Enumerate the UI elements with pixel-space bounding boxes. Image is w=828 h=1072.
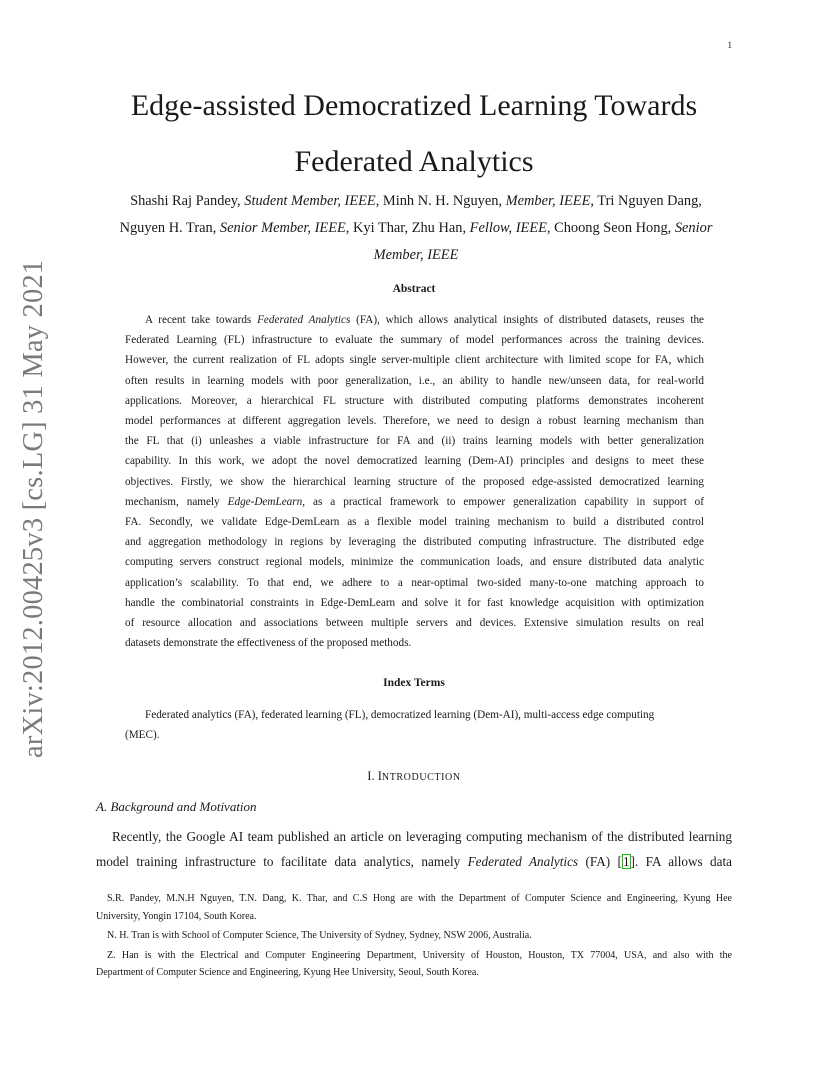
author-list xyxy=(96,188,736,269)
footnotes xyxy=(96,889,732,984)
abstract-line: datasets demonstrate the effectiveness of the proposed methods. xyxy=(125,637,412,650)
abstract-line: often results in learning models with poor generalization, i.e., an ability to handle new/unseen data, for real-world xyxy=(125,374,704,387)
arxiv-stamp: arXiv:2012.00425v3 [cs.LG] 31 May 2021 xyxy=(18,259,49,758)
abstract-line: the FL that (i) unleashes a viable infrastructure for FA and (ii) trains learning models with better generalization xyxy=(125,435,704,448)
abstract-line: applications. Moreover, a hierarchical FL structure with distributed computing platforms demonstrates incoherent xyxy=(125,394,704,407)
body-line: Recently, the Google AI team published an article on leveraging computing mechanism of the distributed learning xyxy=(112,829,732,844)
title-line-2: Federated Analytics xyxy=(294,145,534,178)
abstract-line: computing servers construct regional models, minimize the communication loads, and ensure distributed data analytic xyxy=(125,556,704,569)
index-terms-body xyxy=(125,705,704,745)
footnote-affiliation-3: Z. Han is with the Electrical and Computer Engineering Department, University of Houston, Houston, TX 77004, USA, and also with the Department of Computer Science and Engineering, Kyung Hee University, Seoul, South Korea. xyxy=(96,949,732,978)
footnote-affiliation-2: N. H. Tran is with School of Computer Science, The University of Sydney, Sydney, NSW 2006, Australia. xyxy=(107,930,532,941)
body-line: model training infrastructure to facilitate data analytics, namely Federated Analytics (FA) [1]. FA allows data xyxy=(96,854,732,869)
abstract-body xyxy=(125,310,704,653)
section-heading-introduction: I. INTRODUCTION xyxy=(367,769,461,783)
title-line-1: Edge-assisted Democratized Learning Towards xyxy=(130,89,698,122)
abstract-line: capability. In this work, we adopt the novel democratized learning (Dem-AI) principles and designs to meet these xyxy=(125,455,704,468)
citation-link[interactable]: 1 xyxy=(622,854,630,869)
author-line-1: Shashi Raj Pandey, Student Member, IEEE, Minh N. H. Nguyen, Member, IEEE, Tri Nguyen Dang, xyxy=(130,193,702,209)
subsection-heading: A. Background and Motivation xyxy=(96,799,257,814)
index-terms-heading: Index Terms xyxy=(383,677,445,689)
abstract-line: of resource allocation and associations between multiple servers and devices. Extensive simulation results on real xyxy=(125,617,704,630)
abstract-line: and aggregation methodology in regions by leveraging the distributed computing infrastructure. The distributed edge xyxy=(125,536,704,549)
author-line-3: Member, IEEE xyxy=(373,247,459,263)
abstract-line: application’s scalability. To that end, we adhere to a near-optimal two-sided many-to-one matching approach to xyxy=(125,576,704,589)
index-terms-line: (MEC). xyxy=(125,729,160,742)
abstract-line: model performances at different aggregation levels. Therefore, we need to design a robust learning mechanism than xyxy=(125,415,704,428)
abstract-line: mechanism, namely Edge-DemLearn, as a practical framework to empower generalization capability in support of xyxy=(125,495,704,508)
abstract-heading: Abstract xyxy=(392,283,436,295)
abstract-line: objectives. Firstly, we show the hierarchical learning structure of the proposed edge-assisted democratized learning xyxy=(125,475,704,488)
abstract-line: Federated Learning (FL) infrastructure to evaluate the summary of model performances across the training devices. xyxy=(125,334,704,347)
author-line-2: Nguyen H. Tran, Senior Member, IEEE, Kyi Thar, Zhu Han, Fellow, IEEE, Choong Seon Hong, Senior xyxy=(119,220,713,236)
paper-title xyxy=(90,78,738,190)
abstract-line: handle the combinatorial constraints in Edge-DemLearn and solve it for fast knowledge acquisition with optimization xyxy=(125,596,704,609)
abstract-line: A recent take towards Federated Analytics (FA), which allows analytical insights of distributed datasets, reuses the xyxy=(145,314,704,326)
abstract-line: However, the current realization of FL adopts single server-multiple client architecture with limited scope for FA, which xyxy=(125,354,704,367)
abstract-line: FA. Secondly, we validate Edge-DemLearn as a flexible model training mechanism to build a distributed control xyxy=(125,516,704,529)
introduction-body xyxy=(96,824,732,874)
footnote-affiliation-1: S.R. Pandey, M.N.H Nguyen, T.N. Dang, K. Thar, and C.S Hong are with the Department of Computer Science and Engineering, Kyung Hee University, Yongin 17104, South Korea. xyxy=(96,893,732,922)
page-number: 1 xyxy=(727,40,732,50)
index-terms-line: Federated analytics (FA), federated learning (FL), democratized learning (Dem-AI), multi-access edge computing xyxy=(145,709,655,721)
